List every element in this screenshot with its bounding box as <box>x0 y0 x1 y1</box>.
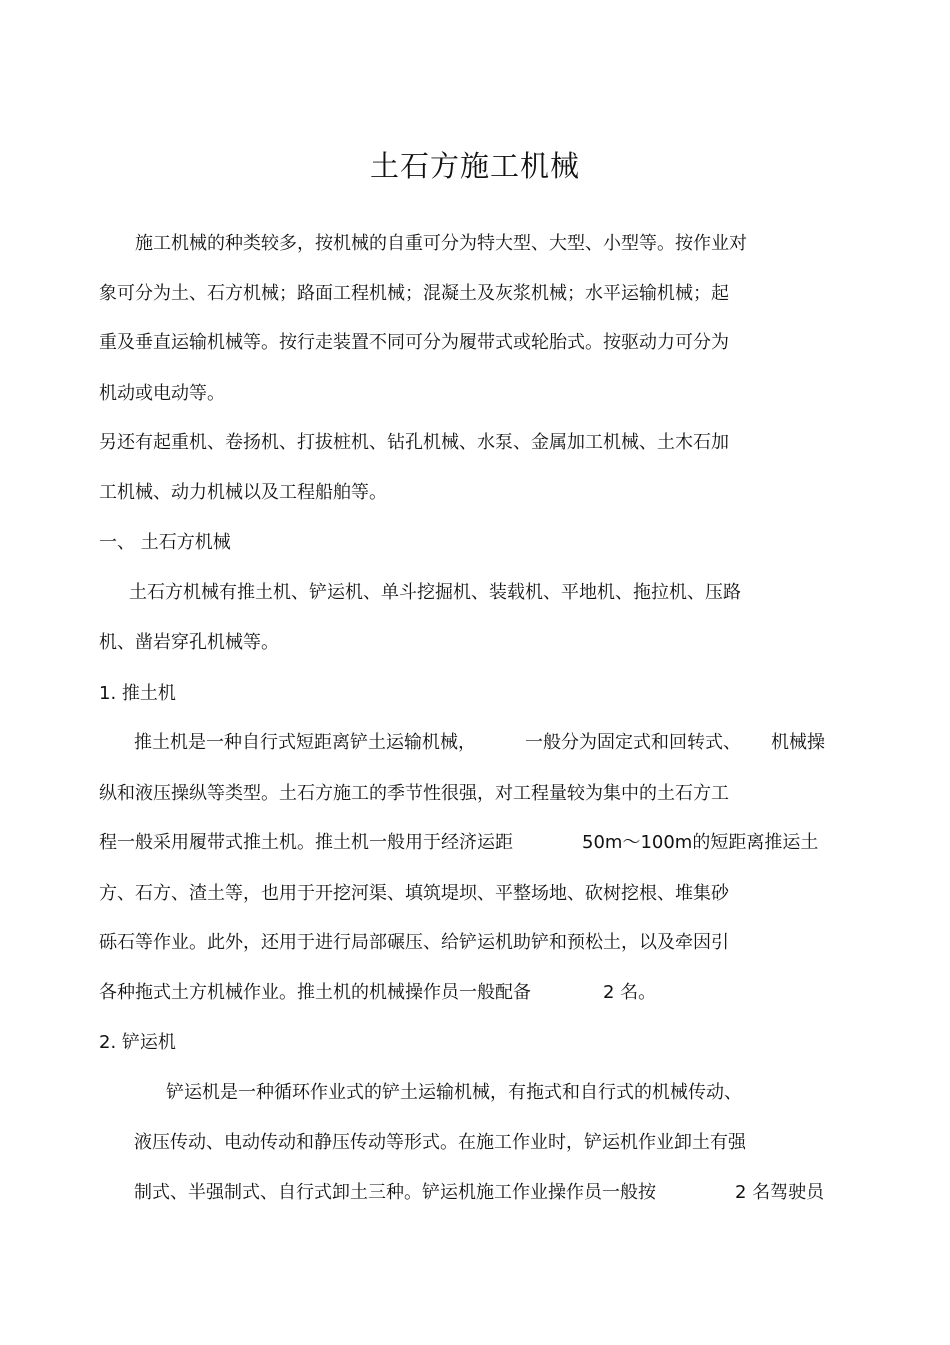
item-line-segment: 2 名驾驶员 <box>735 1182 825 1203</box>
intro-line: 工机械、动力机械以及工程船舶等。 <box>99 482 387 503</box>
page-title: 土石方施工机械 <box>369 149 580 183</box>
section-paragraph-line: 土石方机械有推土机、铲运机、单斗挖掘机、装载机、平地机、拖拉机、压路 <box>129 582 741 603</box>
item-line-segment: 一般分为固定式和回转式、 <box>525 732 741 753</box>
item-line-segment: 各种拖式土方机械作业。推土机的机械操作员一般配备 <box>99 982 531 1003</box>
item-line-segment: 2 名。 <box>603 982 657 1003</box>
item-heading: 1. 推土机 <box>99 683 176 704</box>
item-line <box>0 1181 950 1205</box>
item-heading: 2. 铲运机 <box>99 1032 176 1053</box>
item-line-segment: 推土机是一种自行式短距离铲土运输机械， <box>134 732 476 753</box>
item-line-segment: 机械操 <box>771 732 825 753</box>
item-line-segment: 制式、半强制式、自行式卸土三种。铲运机施工作业操作员一般按 <box>134 1182 656 1203</box>
item-line-segment: 程一般采用履带式推土机。推土机一般用于经济运距 <box>99 832 513 853</box>
item-line: 纵和液压操纵等类型。土石方施工的季节性很强，对工程量较为集中的土石方工 <box>99 783 729 804</box>
item-line: 方、石方、渣土等，也用于开挖河渠、填筑堤坝、平整场地、砍树挖根、堆集砂 <box>99 883 729 904</box>
item-line-segment: 50m～100m的短距离推运土 <box>582 832 819 853</box>
intro-line: 另还有起重机、卷扬机、打拔桩机、钻孔机械、水泵、金属加工机械、土木石加 <box>99 432 729 453</box>
intro-line: 机动或电动等。 <box>99 383 225 404</box>
item-line <box>0 831 950 855</box>
item-line: 铲运机是一种循环作业式的铲土运输机械，有拖式和自行式的机械传动、 <box>166 1082 742 1103</box>
item-line: 砾石等作业。此外，还用于进行局部碾压、给铲运机助铲和预松土，以及牵因引 <box>99 932 729 953</box>
intro-line: 象可分为土、石方机械；路面工程机械；混凝土及灰浆机械；水平运输机械；起 <box>99 283 729 304</box>
item-line: 液压传动、电动传动和静压传动等形式。在施工作业时，铲运机作业卸土有强 <box>134 1132 746 1153</box>
item-line <box>0 981 950 1005</box>
item-line <box>0 731 950 755</box>
section-heading: 一、 土石方机械 <box>99 532 231 553</box>
intro-line: 重及垂直运输机械等。按行走装置不同可分为履带式或轮胎式。按驱动力可分为 <box>99 332 729 353</box>
intro-line: 施工机械的种类较多，按机械的自重可分为特大型、大型、小型等。按作业对 <box>135 233 747 254</box>
section-paragraph-line: 机、凿岩穿孔机械等。 <box>99 632 279 653</box>
